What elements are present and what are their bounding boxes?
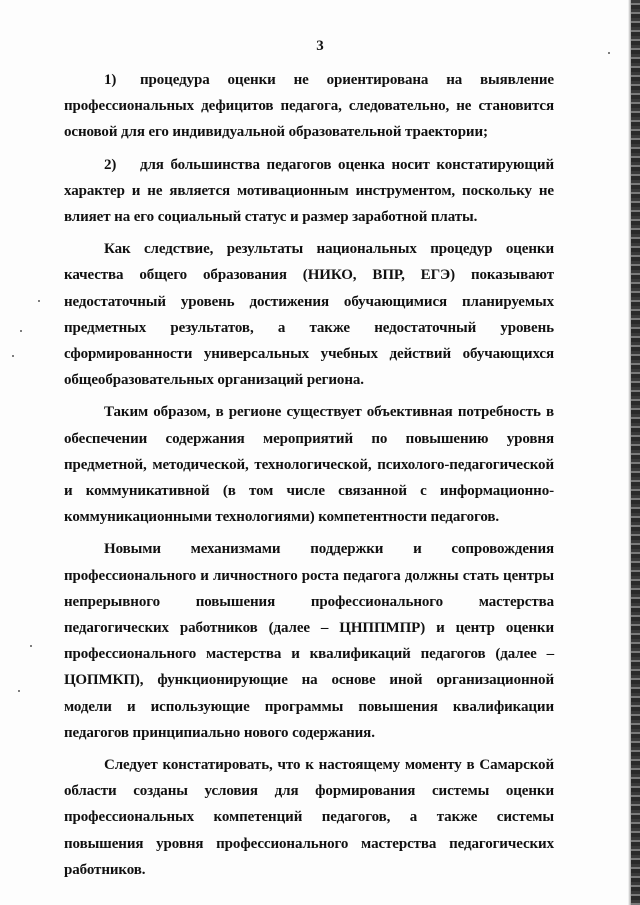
scan-speck xyxy=(30,645,32,647)
scan-speck xyxy=(608,52,610,54)
paragraph-text: Как следствие, результаты национальных процедур оценки качества общего образования (НИКО, ВПР, ЕГЭ) показывают недостаточный уровень достижения обучающимися планируемых предметных результатов, а также недостаточный уровень сформированности универсальных учебных действий обучающихся общеобразовательных организаций региона. xyxy=(64,241,554,389)
paragraph-conclusion xyxy=(64,752,554,883)
document-body xyxy=(64,67,554,889)
scan-edge xyxy=(631,0,640,905)
paragraph-need xyxy=(64,399,554,530)
list-item-1 xyxy=(64,67,554,146)
scan-speck xyxy=(18,690,20,692)
list-marker: 1) xyxy=(104,72,117,88)
scan-speck xyxy=(20,330,22,332)
page-number: 3 xyxy=(316,38,324,54)
paragraph-mechanisms xyxy=(64,536,554,746)
paragraph-text: для большинства педагогов оценка носит констатирующий характер и не является мотивационным инструментом, поскольку не влияет на его социальный статус и размер заработной платы. xyxy=(64,156,554,226)
scan-speck xyxy=(38,300,40,302)
scan-speck xyxy=(12,355,14,357)
list-item-2 xyxy=(64,152,554,231)
paragraph-text: Следует констатировать, что к настоящему моменту в Самарской области созданы условия для формирования системы оценки профессиональных компетенций педагогов, а также системы повышения уровня профессионального мастерства педагогических работников. xyxy=(64,757,554,878)
paragraph-consequence xyxy=(64,236,554,393)
list-marker: 2) xyxy=(104,156,117,173)
paragraph-text: Таким образом, в регионе существует объективная потребность в обеспечении содержания мероприятий по повышению уровня предметной, методической, технологической, психолого-педагогической и коммуникативной (в том числе связанной с информационно-коммуникационными технологиями) компетентности педагогов. xyxy=(64,404,554,526)
paragraph-text: процедура оценки не ориентирована на выявление профессиональных дефицитов педагога, следовательно, не становится основой для его индивидуальной образовательной траектории; xyxy=(64,72,554,141)
paragraph-text: Новыми механизмами поддержки и сопровождения профессионального и личностного роста педагога должны стать центры непрерывного повышения профессионального мастерства педагогических работников (далее – ЦНППМПР) и центр оценки профессионального мастерства и квалификаций педагогов (далее – ЦОПМКП), функционирующие на основе иной организационной модели и использующие программы повышения квалификации педагогов принципиально нового содержания. xyxy=(64,541,554,741)
